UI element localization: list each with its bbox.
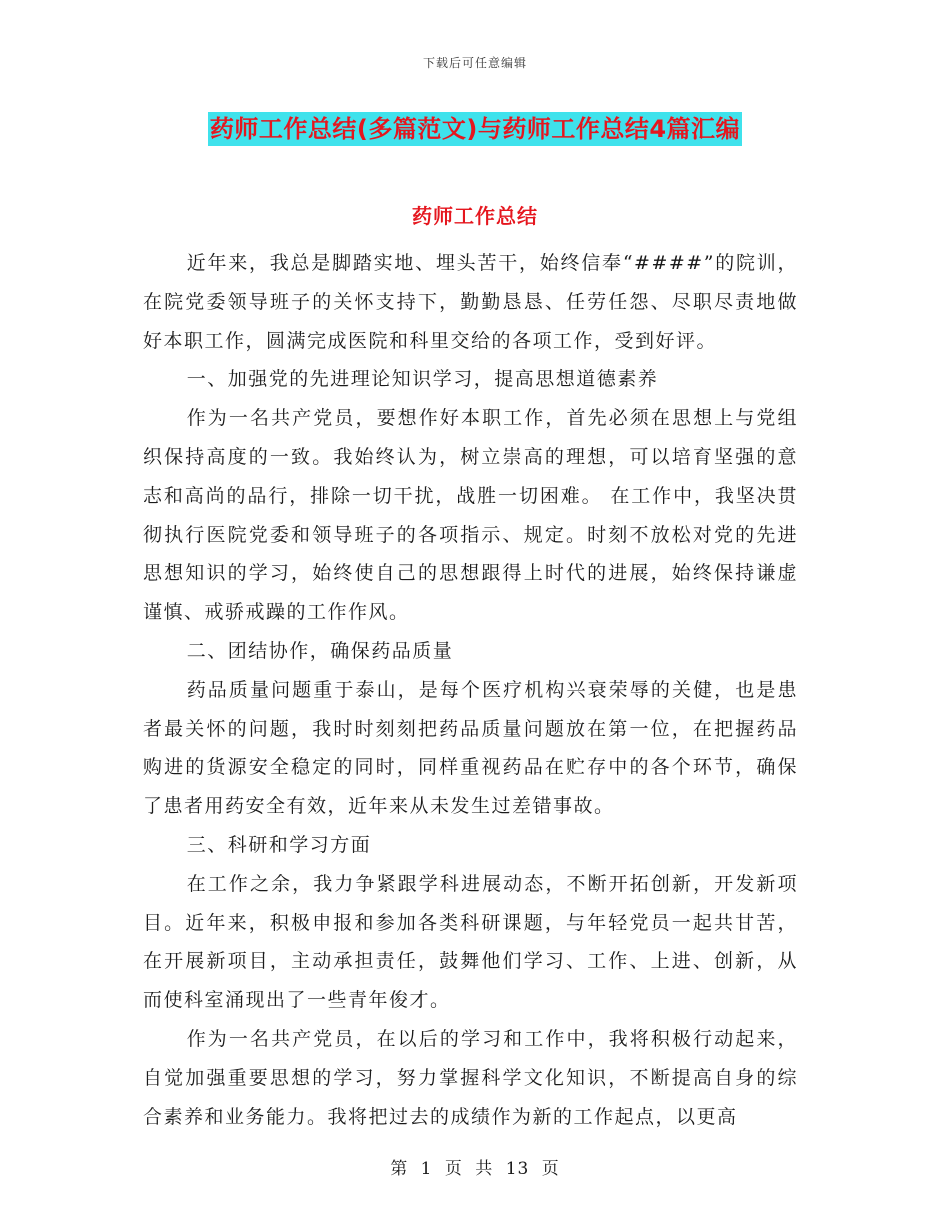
- paragraph-part-three: 在工作之余，我力争紧跟学科进展动态，不断开拓创新，开发新项目。近年来，积极申报和参加各类科研课题，与年轻党员一起共甘苦，在开展新项目，主动承担责任，鼓舞他们学习、工作、上进、创新，从而使科室涌现出了一些青年俊才。: [143, 872, 798, 1012]
- document-title-container: [0, 112, 950, 146]
- heading-part-two: 二、团结协作，确保药品质量: [186, 639, 454, 662]
- document-title: 药师工作总结(多篇范文)与药师工作总结4篇汇编: [208, 112, 742, 146]
- header-note: 下载后可任意编辑: [422, 56, 527, 70]
- paragraph-part-two: 药品质量问题重于泰山，是每个医疗机构兴衰荣辱的关健，也是患者最关怀的问题，我时时刻刻把药品质量问题放在第一位，在把握药品购进的货源安全稳定的同时，同样重视药品在贮存中的各个环节，确保了患者用药安全有效，近年来从未发生过差错事故。: [143, 678, 798, 818]
- section-title: 药师工作总结: [412, 204, 538, 228]
- heading-part-three: 三、科研和学习方面: [186, 833, 372, 856]
- document-body: [143, 244, 798, 1136]
- paragraph-intro: 近年来，我总是脚踏实地、埋头苦干，始终信奉“####”的院训，在院党委领导班子的关怀支持下，勤勤恳恳、任劳任怨、尽职尽责地做好本职工作，圆满完成医院和科里交给的各项工作，受到好评。: [143, 252, 798, 352]
- paragraph-closing: 作为一名共产党员，在以后的学习和工作中，我将积极行动起来，自觉加强重要思想的学习，努力掌握科学文化知识，不断提高自身的综合素养和业务能力。我将把过去的成绩作为新的工作起点，以更高: [143, 1027, 798, 1128]
- heading-part-one: 一、加强党的先进理论知识学习，提高思想道德素养: [186, 368, 659, 391]
- page-footer: 第 1 页 共 13 页: [390, 1159, 560, 1179]
- paragraph-part-one: 作为一名共产党员，要想作好本职工作，首先必须在思想上与党组织保持高度的一致。我始终认为，树立崇高的理想，可以培育坚强的意志和高尚的品行，排除一切干扰，战胜一切困难。 在工作中，我坚决贯彻执行医院党委和领导班子的各项指示、规定。时刻不放松对党的先进思想知识的学习，始终使自己的思想跟得上时代的进展，始终保持谦虚谨慎、戒骄戒躁的工作作风。: [143, 407, 798, 624]
